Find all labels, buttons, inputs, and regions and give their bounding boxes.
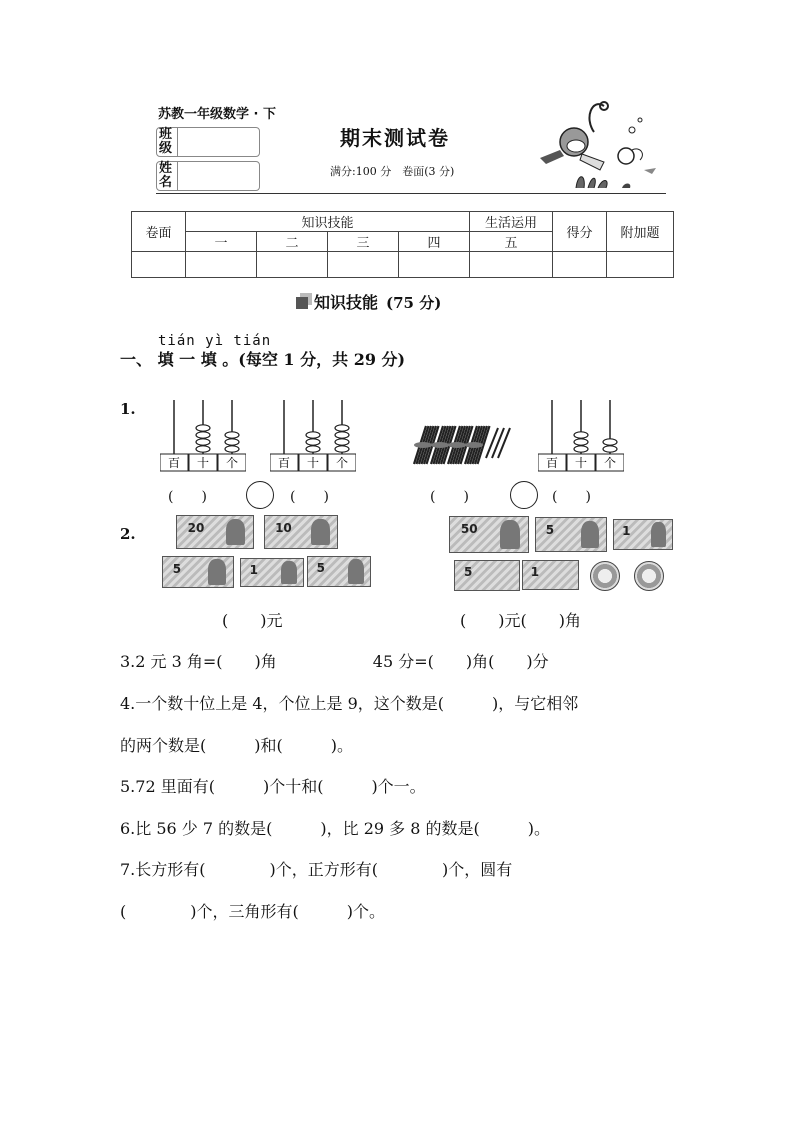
place-label: 个 [335, 456, 349, 470]
abacus-b [270, 398, 356, 473]
question-3: 3.2 元 3 角=( )角 45 分=( )角( )分 [120, 652, 549, 671]
question-4-cont: 的两个数是( )和( )。 [120, 736, 353, 755]
jiao-note-5: 5 [454, 560, 520, 591]
banknote-20: 20 [176, 515, 254, 549]
abacus-a [160, 398, 246, 473]
abacus-bead [306, 446, 320, 452]
abacus-bead [335, 439, 349, 445]
question-6: 6.比 56 少 7 的数是( )，比 29 多 8 的数是( )。 [120, 819, 551, 838]
banknote-5: 5 [162, 556, 234, 588]
abacus-bead [603, 439, 617, 445]
juanmian-header: 卷面 [132, 212, 186, 252]
page-subtitle: 满分:100 分 卷面(3 分) [330, 165, 455, 178]
banknote-5b: 5 [307, 556, 371, 587]
place-label: 百 [167, 456, 181, 470]
section-title-text: 知识技能 [314, 293, 379, 312]
col-1: 一 [186, 232, 257, 252]
fujia-header: 附加题 [607, 212, 674, 252]
question-5: 5.72 里面有( )个十和( )个一。 [120, 777, 426, 796]
part1-heading: 一、 填 一 填 。(每空 1 分，共 29 分) [120, 350, 406, 369]
score-cell[interactable] [328, 252, 399, 278]
name-field[interactable] [156, 161, 260, 191]
q2-right-answer[interactable]: ( )元( )角 [460, 611, 581, 630]
col-5: 五 [470, 232, 553, 252]
single-stick [492, 428, 504, 458]
col-3: 三 [328, 232, 399, 252]
series-label: 苏教一年级数学 · 下 [158, 107, 276, 122]
diver-cartoon-illustration [532, 98, 667, 193]
abacus-bead [196, 425, 210, 431]
abacus-bead [574, 439, 588, 445]
abacus-bead [574, 446, 588, 452]
header-divider [156, 193, 666, 194]
place-label: 百 [545, 456, 559, 470]
abacus-bead [225, 446, 239, 452]
abacus-bead [335, 432, 349, 438]
q1-compare-circle-1[interactable] [246, 481, 274, 509]
abacus-bead [574, 432, 588, 438]
score-cell[interactable] [257, 252, 328, 278]
place-label: 个 [225, 456, 239, 470]
jiao-note-1: 1 [522, 560, 579, 590]
abacus-bead [225, 439, 239, 445]
score-table [131, 211, 674, 278]
banknote-1: 1 [240, 558, 304, 587]
place-label: 十 [306, 456, 320, 470]
q1-number: 1. [120, 400, 136, 418]
coin-1 [590, 561, 620, 591]
banknote-10: 10 [264, 515, 338, 549]
col-4: 四 [399, 232, 470, 252]
abacus-bead [335, 425, 349, 431]
banknote-50: 50 [449, 516, 529, 553]
class-label: 班级 [159, 127, 173, 156]
abacus-bead [196, 446, 210, 452]
class-field[interactable] [156, 127, 260, 157]
banknote-1-right: 1 [613, 519, 673, 550]
question-4: 4.一个数十位上是 4，个位上是 9，这个数是( )，与它相邻 [120, 694, 579, 713]
score-cell[interactable] [553, 252, 607, 278]
q1-answer-4[interactable]: ( ) [552, 489, 591, 505]
abacus-bead [335, 446, 349, 452]
abacus-bead [306, 432, 320, 438]
question-7: 7.长方形有( )个，正方形有( )个，圆有 [120, 860, 513, 879]
question-7-cont: ( )个，三角形有( )个。 [120, 902, 385, 921]
score-cell[interactable] [470, 252, 553, 278]
abacus-bead [196, 432, 210, 438]
defen-header: 得分 [553, 212, 607, 252]
q1-answer-3[interactable]: ( ) [430, 489, 469, 505]
q2-left-answer[interactable]: ( )元 [222, 611, 283, 630]
banknote-5-right: 5 [535, 517, 607, 552]
single-stick [498, 428, 510, 458]
shenghuo-header: 生活运用 [470, 212, 553, 232]
q1-compare-circle-2[interactable] [510, 481, 538, 509]
place-label: 百 [277, 456, 291, 470]
q2-number: 2. [120, 525, 136, 543]
abacus-bead [196, 439, 210, 445]
name-label: 姓名 [159, 161, 173, 190]
score-cell[interactable] [607, 252, 674, 278]
score-cell[interactable] [399, 252, 470, 278]
place-label: 个 [603, 456, 617, 470]
col-2: 二 [257, 232, 328, 252]
page-title: 期末测试卷 [340, 126, 450, 150]
abacus-c [538, 398, 624, 473]
section-title [296, 290, 441, 313]
abacus-bead [603, 446, 617, 452]
abacus-bead [306, 439, 320, 445]
score-cell[interactable] [186, 252, 257, 278]
place-label: 十 [196, 456, 210, 470]
zhishi-header: 知识技能 [186, 212, 470, 232]
part1-pinyin: tián yì tián [158, 333, 272, 349]
section-square-icon [296, 297, 308, 309]
q1-answer-2[interactable]: ( ) [290, 489, 329, 505]
abacus-bead [225, 432, 239, 438]
section-points: (75 分) [386, 294, 442, 312]
place-label: 十 [574, 456, 588, 470]
q1-answer-1[interactable]: ( ) [168, 489, 207, 505]
score-cell[interactable] [132, 252, 186, 278]
coin-2 [634, 561, 664, 591]
counting-sticks [410, 422, 520, 472]
